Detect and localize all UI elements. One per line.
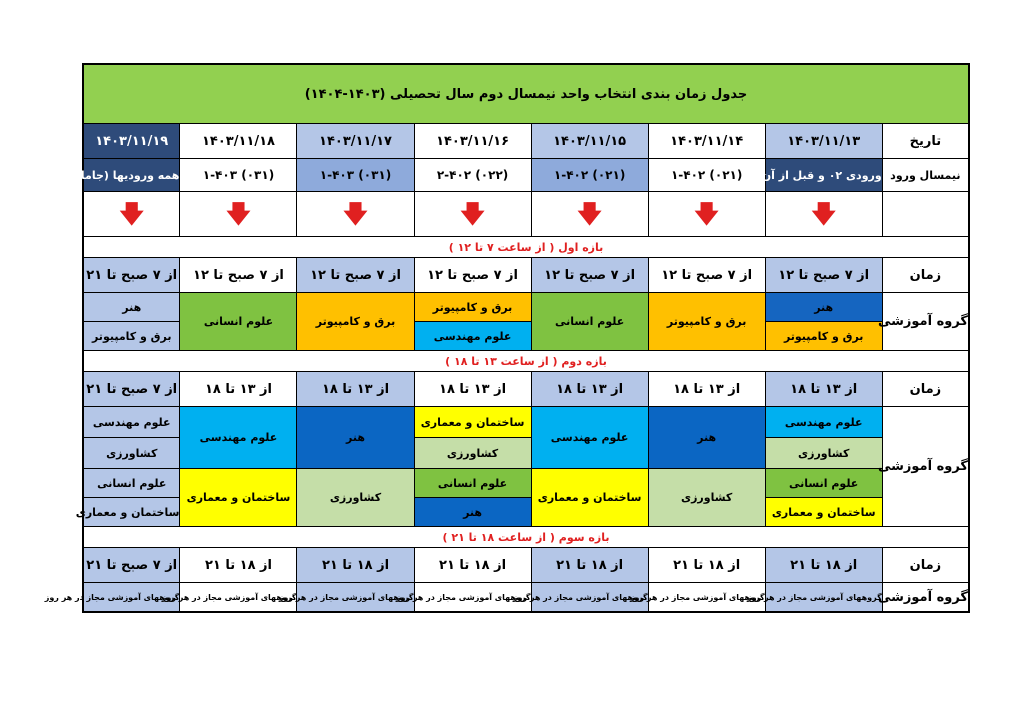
date-4: ۱۴۰۳/۱۱/۱۶: [414, 124, 531, 159]
group-label: گروه آموزشی: [882, 583, 969, 613]
band2-time-4: از ۱۳ تا ۱۸: [414, 372, 531, 407]
date-5: ۱۴۰۳/۱۱/۱۷: [297, 124, 414, 159]
band1-d15-group: علوم انسانی: [531, 293, 648, 351]
band2-d19-group-4: ساختمان و معماری: [83, 498, 180, 527]
band3-group-2: گروههای آموزشی مجاز در هر روز: [648, 583, 765, 613]
down-arrow-icon: 🡇: [119, 200, 145, 228]
band2-d19-group-3: علوم انسانی: [83, 469, 180, 498]
band2-d16-group-1: ساختمان و معماری: [414, 407, 531, 438]
entry-3: (۰۲۱) ۱-۴۰۲: [531, 159, 648, 192]
date-1: ۱۴۰۳/۱۱/۱۳: [765, 124, 882, 159]
entry-label: نیمسال ورود: [882, 159, 969, 192]
band3-time-6: از ۱۸ تا ۲۱: [180, 548, 297, 583]
band3-time-4: از ۱۸ تا ۲۱: [414, 548, 531, 583]
band2-d13-group-4: ساختمان و معماری: [765, 498, 882, 527]
entry-6: (۰۳۱) ۱-۴۰۳: [180, 159, 297, 192]
band1-d14-group: برق و کامپیوتر: [648, 293, 765, 351]
entry-7: همه ورودیها (جامانده): [83, 159, 180, 192]
band1-time-7: از ۷ صبح تا ۲۱: [83, 258, 180, 293]
band3-time-5: از ۱۸ تا ۲۱: [297, 548, 414, 583]
band2-time-2: از ۱۳ تا ۱۸: [648, 372, 765, 407]
band2-d17-group-2: کشاورزی: [297, 469, 414, 527]
band2-d16-group-4: هنر: [414, 498, 531, 527]
band2-d14-group-2: کشاورزی: [648, 469, 765, 527]
band2-time-7: از ۷ صبح تا ۲۱: [83, 372, 180, 407]
down-arrow-icon: 🡇: [343, 200, 368, 228]
entry-2: (۰۲۱) ۱-۴۰۲: [648, 159, 765, 192]
band3-time-2: از ۱۸ تا ۲۱: [648, 548, 765, 583]
band3-group-1: گروههای آموزشی مجاز در هر روز: [765, 583, 882, 613]
down-arrow-icon: 🡇: [577, 200, 602, 228]
band2-time-6: از ۱۳ تا ۱۸: [180, 372, 297, 407]
entry-4: (۰۲۲) ۲-۴۰۲: [414, 159, 531, 192]
band3-time-7: از ۷ صبح تا ۲۱: [83, 548, 180, 583]
band1-time-3: از ۷ صبح تا ۱۲: [531, 258, 648, 293]
band2-d18-group-2: ساختمان و معماری: [180, 469, 297, 527]
band1-label: بازه اول ( از ساعت ۷ تا ۱۲ ): [83, 237, 969, 258]
band1-time-6: از ۷ صبح تا ۱۲: [180, 258, 297, 293]
band1-d17-group: برق و کامپیوتر: [297, 293, 414, 351]
band2-d14-group-1: هنر: [648, 407, 765, 469]
band1-d16-group-2: علوم مهندسی: [414, 322, 531, 351]
band3-time-3: از ۱۸ تا ۲۱: [531, 548, 648, 583]
down-arrow-icon: 🡇: [694, 200, 719, 228]
time-label: زمان: [882, 372, 969, 407]
band2-d13-group-3: علوم انسانی: [765, 469, 882, 498]
table-title: جدول زمان بندی انتخاب واحد نیمسال دوم سال تحصیلی (۱۴۰۳-۱۴۰۴): [83, 64, 969, 124]
time-label: زمان: [882, 548, 969, 583]
band1-time-5: از ۷ صبح تا ۱۲: [297, 258, 414, 293]
band1-d13-group-2: برق و کامپیوتر: [765, 322, 882, 351]
group-label: گروه آموزشی: [882, 293, 969, 351]
entry-1: ورودی ۰۲ و قبل از آن: [765, 159, 882, 192]
band2-d15-group-2: ساختمان و معماری: [531, 469, 648, 527]
band2-time-1: از ۱۳ تا ۱۸: [765, 372, 882, 407]
band2-time-5: از ۱۳ تا ۱۸: [297, 372, 414, 407]
date-3: ۱۴۰۳/۱۱/۱۵: [531, 124, 648, 159]
band2-d17-group-1: هنر: [297, 407, 414, 469]
schedule-table: [44, 63, 970, 613]
date-2: ۱۴۰۳/۱۱/۱۴: [648, 124, 765, 159]
down-arrow-icon: 🡇: [811, 200, 837, 228]
band2-d18-group-1: علوم مهندسی: [180, 407, 297, 469]
band2-d16-group-2: کشاورزی: [414, 438, 531, 469]
band3-label: بازه سوم ( از ساعت ۱۸ تا ۲۱ ): [83, 527, 969, 548]
band3-group-4: گروههای آموزشی مجاز در هر روز: [414, 583, 531, 613]
band3-group-3: گروههای آموزشی مجاز در هر روز: [531, 583, 648, 613]
band1-time-2: از ۷ صبح تا ۱۲: [648, 258, 765, 293]
band2-d19-group-1: علوم مهندسی: [83, 407, 180, 438]
band3-time-1: از ۱۸ تا ۲۱: [765, 548, 882, 583]
entry-5: (۰۳۱) ۱-۴۰۳: [297, 159, 414, 192]
band2-label: بازه دوم ( از ساعت ۱۳ تا ۱۸ ): [83, 351, 969, 372]
band1-d18-group: علوم انسانی: [180, 293, 297, 351]
band1-time-4: از ۷ صبح تا ۱۲: [414, 258, 531, 293]
band2-time-3: از ۱۳ تا ۱۸: [531, 372, 648, 407]
down-arrow-icon: 🡇: [226, 200, 251, 228]
band2-d15-group-1: علوم مهندسی: [531, 407, 648, 469]
band2-d16-group-3: علوم انسانی: [414, 469, 531, 498]
band1-d19-group-2: برق و کامپیوتر: [83, 322, 180, 351]
band1-d19-group-1: هنر: [83, 293, 180, 322]
time-label: زمان: [882, 258, 969, 293]
down-arrow-icon: 🡇: [460, 200, 485, 228]
arrow-spacer: [882, 192, 969, 237]
band3-group-5: گروههای آموزشی مجاز در هر روز: [297, 583, 414, 613]
band1-d13-group-1: هنر: [765, 293, 882, 322]
band1-d16-group-1: برق و کامپیوتر: [414, 293, 531, 322]
band1-time-1: از ۷ صبح تا ۱۲: [765, 258, 882, 293]
date-7: ۱۴۰۳/۱۱/۱۹: [83, 124, 180, 159]
band2-d13-group-1: علوم مهندسی: [765, 407, 882, 438]
band3-group-7: گروههای آموزشی مجاز در هر روز: [83, 583, 180, 613]
band2-d19-group-2: کشاورزی: [83, 438, 180, 469]
date-label: تاریخ: [882, 124, 969, 159]
band3-group-6: گروههای آموزشی مجاز در هر روز: [180, 583, 297, 613]
group-label: گروه آموزشی: [882, 407, 969, 527]
date-6: ۱۴۰۳/۱۱/۱۸: [180, 124, 297, 159]
band2-d13-group-2: کشاورزی: [765, 438, 882, 469]
